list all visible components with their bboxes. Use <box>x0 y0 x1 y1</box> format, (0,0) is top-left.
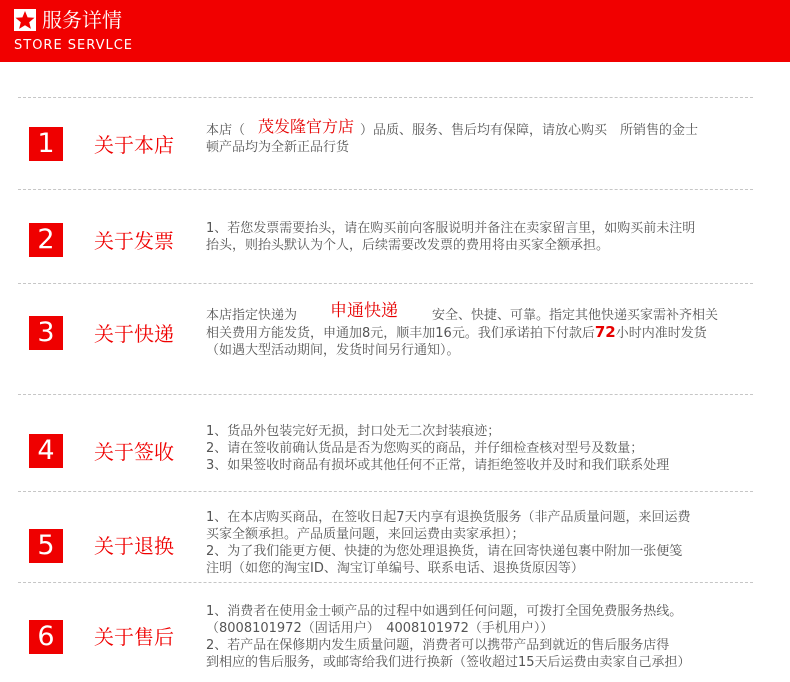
section-number: 5 <box>29 529 63 563</box>
desc-text: 1、消费者在使用金士顿产品的过程中如遇到任何问题，可拨打全国免费服务热线。 <box>206 604 683 619</box>
page-title: 服务详情 <box>42 8 122 32</box>
section-title: 关于售后 <box>94 625 174 649</box>
divider <box>18 189 753 190</box>
desc-text: （如遇大型活动期间，发货时间另行通知）。 <box>206 343 460 358</box>
section-title: 关于退换 <box>94 534 174 558</box>
desc-text: 2、请在签收前确认货品是否为您购买的商品，并仔细检查核对型号及数量； <box>206 441 644 456</box>
desc-text: 注明（如您的淘宝ID、淘宝订单编号、联系电话、退换货原因等） <box>206 561 584 576</box>
divider <box>18 582 753 583</box>
section-description <box>206 603 746 671</box>
section-title: 关于快递 <box>94 322 174 346</box>
section-title: 关于本店 <box>94 133 174 157</box>
desc-text: 2、为了我们能更方便、快捷的为您处理退换货，请在回寄快递包裹中附加一张便笺 <box>206 544 683 559</box>
desc-text: 相关费用方能发货，申通加8元，顺丰加16元。我们承诺拍下付款后 <box>206 326 595 341</box>
section-number: 6 <box>29 620 63 654</box>
desc-text: 1、若您发票需要抬头，请在购买前向客服说明并备注在卖家留言里，如购买前未注明 <box>206 221 696 236</box>
section-title: 关于发票 <box>94 229 174 253</box>
desc-text: 买家全额承担。产品质量问题，来回运费由卖家承担）； <box>206 527 525 542</box>
page-header <box>0 0 790 62</box>
desc-text: 安全、快捷、可靠。指定其他快递买家需补齐相关 <box>432 308 719 323</box>
section-number: 1 <box>29 127 63 161</box>
section-number: 3 <box>29 316 63 350</box>
desc-text: 抬头，则抬头默认为个人，后续需要改发票的费用将由买家全额承担。 <box>206 238 610 253</box>
desc-text: 本店指定快递为 <box>206 308 298 323</box>
divider <box>18 491 753 492</box>
desc-text: 3、如果签收时商品有损坏或其他任何不正常，请拒绝签收并及时和我们联系处理 <box>206 458 670 473</box>
desc-text: （8008101972（固话用户） 4008101972（手机用户）） <box>206 621 554 636</box>
desc-text: 小时内准时发货 <box>615 326 707 341</box>
desc-text: 本店（ <box>206 123 246 138</box>
section-description <box>206 220 746 254</box>
section-description <box>206 423 746 474</box>
courier-name: 申通快递 <box>330 301 398 321</box>
desc-text: 顿产品均为全新正品行货 <box>206 140 350 155</box>
star-icon <box>14 9 36 31</box>
divider <box>18 97 753 98</box>
store-name: 茂发隆官方店 <box>258 117 355 136</box>
divider <box>18 283 753 284</box>
page-subtitle: STORE SERVLCE <box>14 38 134 53</box>
section-number: 4 <box>29 434 63 468</box>
delivery-hours: 72 <box>594 323 616 341</box>
desc-text: 1、货品外包装完好无损，封口处无二次封装痕迹； <box>206 424 501 439</box>
divider <box>18 394 753 395</box>
section-description <box>206 509 746 577</box>
desc-text: ）品质、服务、售后均有保障，请放心购买 所销售的金士 <box>360 123 699 138</box>
section-number: 2 <box>29 223 63 257</box>
desc-text: 1、在本店购买商品，在签收日起7天内享有退换货服务（非产品质量问题，来回运费 <box>206 510 691 525</box>
section-title: 关于签收 <box>94 440 174 464</box>
section-description <box>206 307 751 359</box>
desc-text: 2、若产品在保修期内发生质量问题，消费者可以携带产品到就近的售后服务店得 <box>206 638 670 653</box>
desc-text: 到相应的售后服务，或邮寄给我们进行换新（签收超过15天后运费由卖家自己承担） <box>206 655 691 670</box>
